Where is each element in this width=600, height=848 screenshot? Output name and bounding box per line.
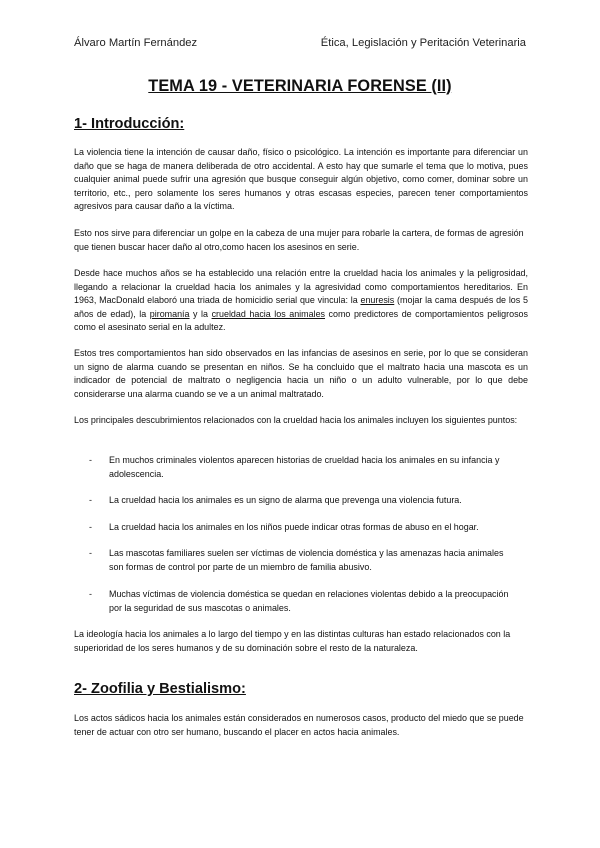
- section-1-paragraph-6: La ideología hacia los animales a lo largo del tiempo y en las distintas culturas han estado relacionados con la superioridad de los seres humanos y de su dominación sobre el resto de la naturaleza.: [74, 629, 511, 653]
- header-author: Álvaro Martín Fernández: [74, 37, 198, 49]
- bullet-text: La crueldad hacia los animales en los niños puede indicar otras formas de abuso en el hogar.: [109, 522, 479, 532]
- section-1-heading: 1- Introducción:: [74, 116, 185, 132]
- bullet-text: En muchos criminales violentos aparecen historias de crueldad hacia los animales en su infancia y adolescencia.: [109, 455, 500, 479]
- bullet-marker: -: [89, 589, 92, 599]
- bullet-marker: -: [89, 522, 92, 532]
- section-1-paragraph-5: Los principales descubrimientos relacionados con la crueldad hacia los animales incluyen los siguientes puntos:: [74, 415, 518, 425]
- bullet-text: Las mascotas familiares suelen ser víctimas de violencia doméstica y las amenazas hacia animales son formas de control por parte de un miembro de familia abusivo.: [109, 548, 504, 572]
- section-1-paragraph-4: Estos tres comportamientos han sido observados en las infancias de asesinos en serie, por lo que se consideran un signo de alarma cuando se presentan en niños. Se ha concluido que el maltrato hacia una mascota es un indicador de potencial de maltrato o negligencia hacia un niño o un adulto vulnerable, por lo que debe considerarse una alarma cuando se ve a un animal maltratado.: [74, 348, 528, 399]
- paragraph-3-text-c: y la: [189, 308, 212, 319]
- section-2-paragraph-1: Los actos sádicos hacia los animales están considerados en numerosos casos, producto del miedo que se puede tener de actuar con otro ser humano, buscando el placer en actos hacia animales.: [74, 713, 524, 737]
- bullet-marker: -: [89, 495, 92, 505]
- bullet-text: Muchas víctimas de violencia doméstica se quedan en relaciones violentas debido a la preocupación por la seguridad de sus mascotas o animales.: [109, 589, 509, 613]
- bullet-marker: -: [89, 455, 92, 465]
- section-1-paragraph-2: Esto nos sirve para diferenciar un golpe en la cabeza de una mujer para robarle la cartera, de formas de agresión que tienen buscar hacer daño al otro,como hacen los asesinos en serie.: [74, 228, 524, 252]
- section-1-paragraph-3: [74, 267, 528, 335]
- paragraph-3-text-a: Desde hace muchos años se ha establecido una relación entre la crueldad hacia los animales y la peligrosidad, llegando a relacionar la crueldad hacia los animales y la agresividad como comportamientos hereditarios. En 1963, MacDonald elaboró una triada de homicidio serial que vincula: la: [74, 268, 528, 305]
- bullet-text: La crueldad hacia los animales es un signo de alarma que prevenga una violencia futura.: [109, 495, 462, 505]
- paragraph-3-text-b: (mojar la cama después de los 5 años de edad), la: [74, 295, 528, 319]
- term-enuresis: enuresis: [360, 295, 395, 305]
- section-2-heading: 2- Zoofilia y Bestialismo:: [74, 681, 246, 697]
- term-crueldad-animales: crueldad hacia los animales: [211, 308, 326, 319]
- document-title: TEMA 19 - VETERINARIA FORENSE (II): [148, 77, 452, 95]
- section-1-paragraph-1: La violencia tiene la intención de causar daño, físico o psicológico. La intención es importante para diferenciar un daño que se haga de manera deliberada de otro accidental. A esto hay que sumarle el tema que lo motiva, pues cualquier animal puede sufrir una agresión que busque conseguir algún objetivo, como comer, dominar sobre un territorio, etc., pero solamente los seres humanos y otras escasas especies, parecen tener comportamientos agresivos para causar daño a la víctima.: [74, 147, 528, 211]
- header-course: Ética, Legislación y Peritación Veterinaria: [320, 37, 526, 49]
- term-piromania: piromanía: [149, 308, 190, 319]
- bullet-marker: -: [89, 548, 92, 558]
- paragraph-3-text-d: como predictores de comportamientos peligrosos como el asesinato serial en la adultez.: [74, 308, 528, 332]
